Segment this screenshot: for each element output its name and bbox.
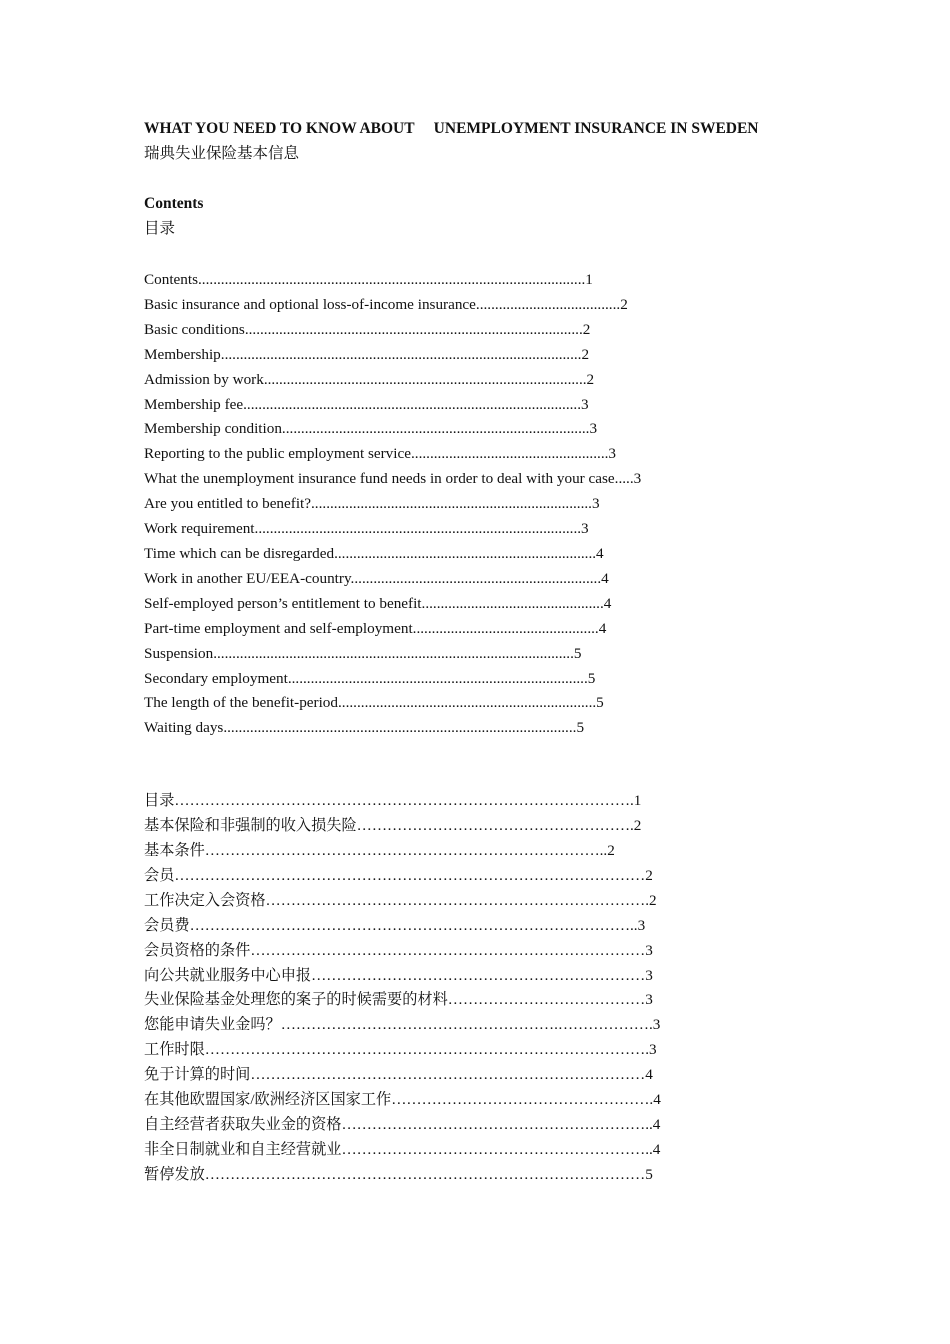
toc-entry[interactable]: Reporting to the public employment service....................................................3	[144, 445, 617, 463]
toc-entry[interactable]: Time which can be disregarded.....................................................................4	[144, 544, 604, 562]
toc-entry-cn[interactable]: 失业保险基金处理您的案子的时候需要的材料…………………………………3	[144, 991, 653, 1009]
toc-entry-cn[interactable]: 会员资格的条件……………………………………………………………………3	[144, 941, 653, 959]
toc-entry-cn[interactable]: 向公共就业服务中心申报…………………………………………………………3	[144, 966, 653, 984]
toc-entry-cn[interactable]: 非全日制就业和自主经营就业……………………………………………………..4	[144, 1140, 661, 1158]
document-page	[144, 116, 794, 1188]
toc-entry[interactable]: Basic insurance and optional loss-of-income insurance......................................2	[144, 295, 628, 313]
toc-entry[interactable]: Membership...............................................................................................2	[144, 345, 590, 363]
toc-entry[interactable]: Are you entitled to benefit?..........................................................................3	[144, 495, 600, 513]
toc-entry[interactable]: Suspension...............................................................................................5	[144, 644, 582, 662]
toc-entry-cn[interactable]: 暂停发放……………………………………………………………………………5	[144, 1165, 653, 1183]
toc-entry[interactable]: Part-time employment and self-employment.................................................4	[144, 619, 607, 637]
toc-entry[interactable]: The length of the benefit-period....................................................................5	[144, 694, 604, 712]
toc-entry-cn[interactable]: 基本保险和非强制的收入损失险……………………………………………….2	[144, 817, 642, 835]
toc-entry-cn[interactable]: 工作决定入会资格………………………………………………………………….2	[144, 891, 657, 909]
toc-entry-cn[interactable]: 基本条件……………………………………………………………………..2	[144, 842, 615, 860]
toc-chinese	[144, 789, 794, 1188]
document-subtitle-cn: 瑞典失业保险基本信息	[144, 145, 300, 162]
contents-heading: Contents	[144, 195, 204, 212]
toc-entry[interactable]: Membership condition.................................................................................3	[144, 420, 598, 438]
toc-entry-cn[interactable]: 自主经营者获取失业金的资格……………………………………………………..4	[144, 1116, 661, 1133]
toc-entry[interactable]: Admission by work.....................................................................................2	[144, 370, 595, 388]
toc-entry[interactable]: Work in another EU/EEA-country..................................................................4	[144, 569, 609, 587]
document-title: WHAT YOU NEED TO KNOW ABOUT UNEMPLOYMENT INSURANCE IN SWEDEN	[144, 120, 759, 137]
toc-entry-cn[interactable]: 会员…………………………………………………………………………………2	[144, 866, 653, 884]
contents-heading-cn: 目录	[144, 220, 176, 237]
toc-entry[interactable]: What the unemployment insurance fund needs in order to deal with your case.....3	[144, 470, 642, 488]
toc-entry[interactable]: Work requirement......................................................................................3	[144, 520, 589, 538]
toc-entry[interactable]: Basic conditions.........................................................................................2	[144, 320, 591, 338]
toc-entry-cn[interactable]: 在其他欧盟国家/欧洲经济区国家工作…………………………………………….4	[144, 1091, 661, 1109]
toc-entry[interactable]: Contents......................................................................................................1	[144, 271, 593, 288]
toc-entry[interactable]: Self-employed person’s entitlement to benefit................................................4	[144, 594, 612, 612]
toc-english	[144, 268, 794, 741]
toc-entry-cn[interactable]: 您能申请失业金吗？……………………………………………….……………….3	[144, 1016, 661, 1034]
toc-entry[interactable]: Waiting days.............................................................................................5	[144, 719, 585, 737]
toc-entry[interactable]: Secondary employment...............................................................................5	[144, 669, 596, 687]
toc-entry-cn[interactable]: 工作时限…………………………………………………………………………….3	[144, 1041, 657, 1059]
toc-entry-cn[interactable]: 会员费……………………………………………………………………………..3	[144, 916, 646, 934]
toc-entry[interactable]: Membership fee.........................................................................................3	[144, 395, 589, 413]
toc-entry-cn[interactable]: 免于计算的时间……………………………………………………………………4	[144, 1066, 653, 1084]
toc-entry-cn[interactable]: 目录……………………………………………………………………………….1	[144, 792, 642, 810]
